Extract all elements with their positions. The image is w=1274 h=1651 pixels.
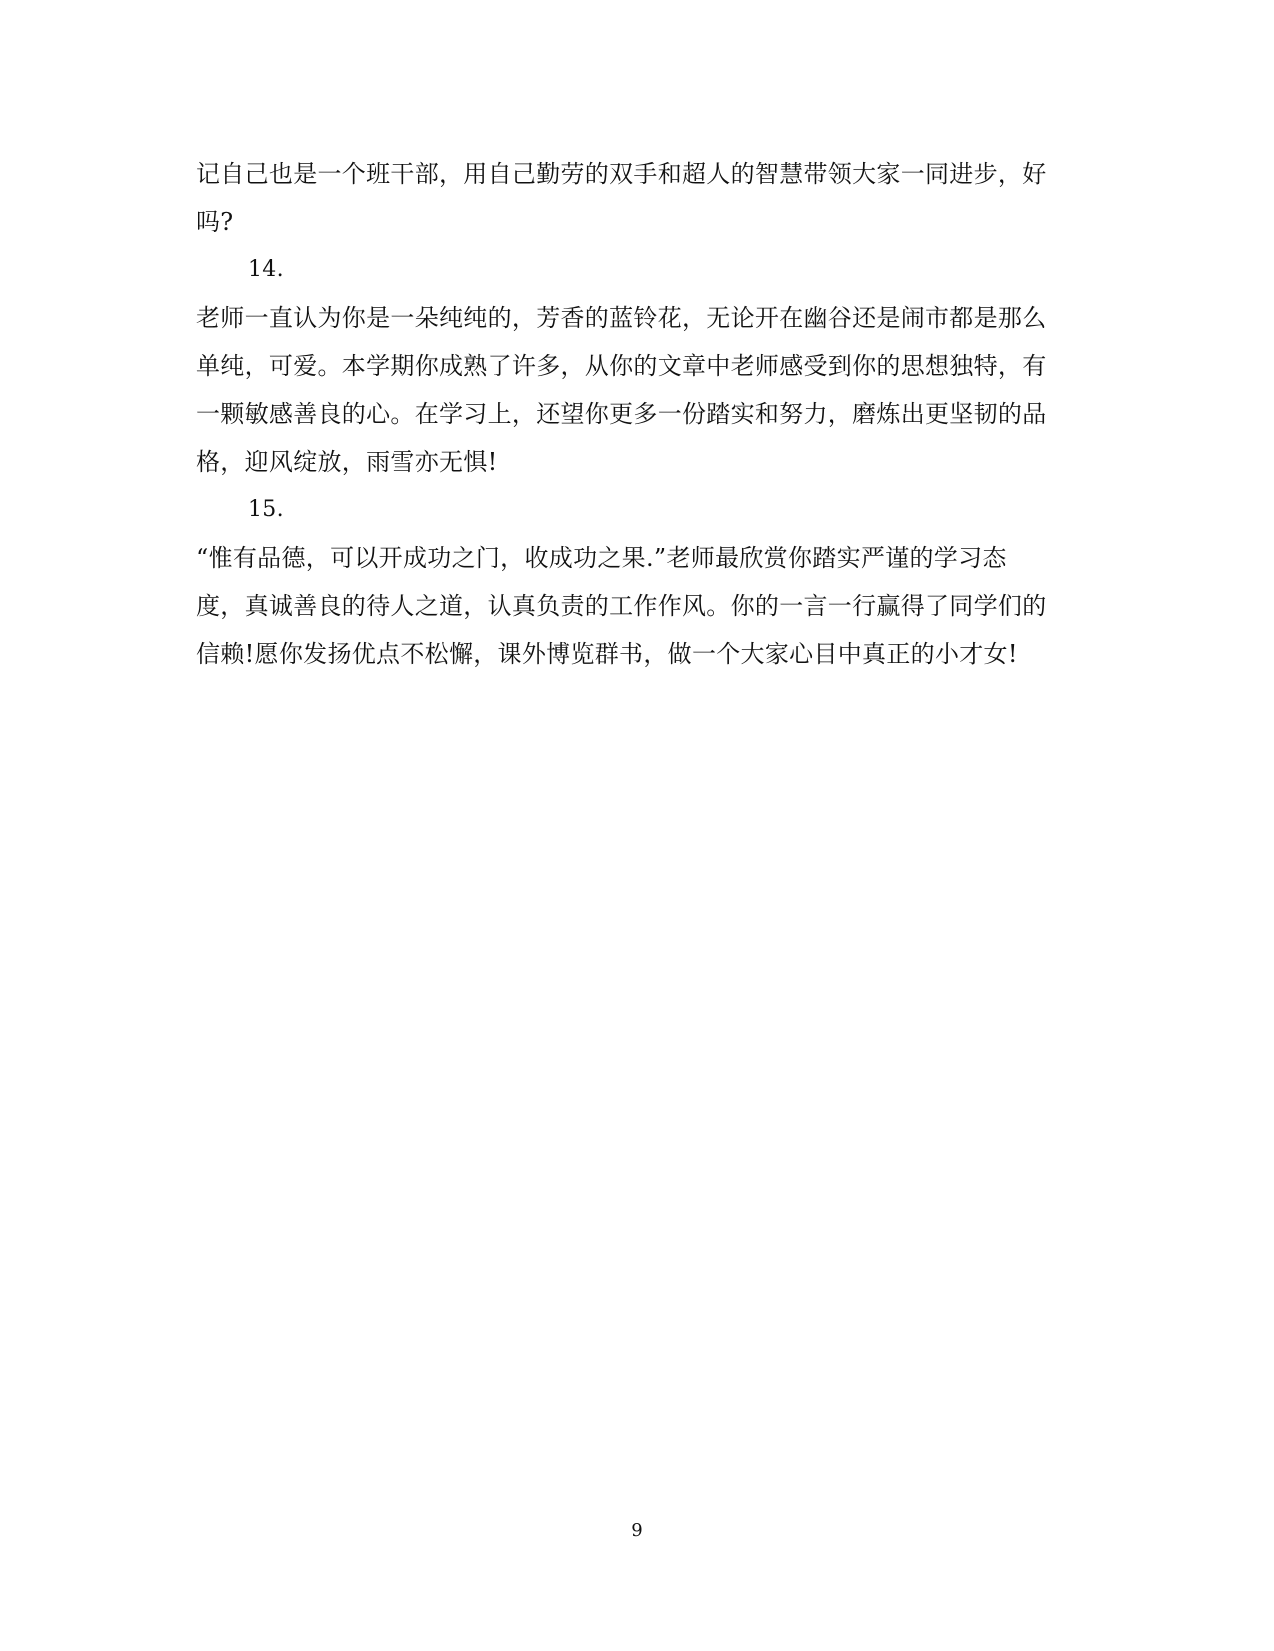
text-line: 单纯，可爱。本学期你成熟了许多，从你的文章中老师感受到你的思想独特，有 xyxy=(196,352,1047,380)
item-number: 15. xyxy=(248,497,284,522)
text-line: 吗? xyxy=(196,208,234,236)
text-line: 度，真诚善良的待人之道，认真负责的工作作风。你的一言一行赢得了同学们的 xyxy=(196,592,1047,620)
text-line: 信赖!愿你发扬优点不松懈，课外博览群书，做一个大家心目中真正的小才女! xyxy=(196,640,1018,668)
text-line: 记自己也是一个班干部，用自己勤劳的双手和超人的智慧带领大家一同进步，好 xyxy=(196,160,1047,188)
item-number: 14. xyxy=(248,257,284,282)
document-body xyxy=(196,150,1076,678)
text-line: 一颗敏感善良的心。在学习上，还望你更多一份踏实和努力，磨炼出更坚韧的品 xyxy=(196,400,1047,428)
text-line: “惟有品德，可以开成功之门，收成功之果.”老师最欣赏你踏实严谨的学习态 xyxy=(196,544,1007,572)
text-line: 格，迎风绽放，雨雪亦无惧! xyxy=(196,448,498,476)
page-number: 9 xyxy=(631,1520,643,1541)
text-line: 老师一直认为你是一朵纯纯的，芳香的蓝铃花，无论开在幽谷还是闹市都是那么 xyxy=(196,304,1047,332)
